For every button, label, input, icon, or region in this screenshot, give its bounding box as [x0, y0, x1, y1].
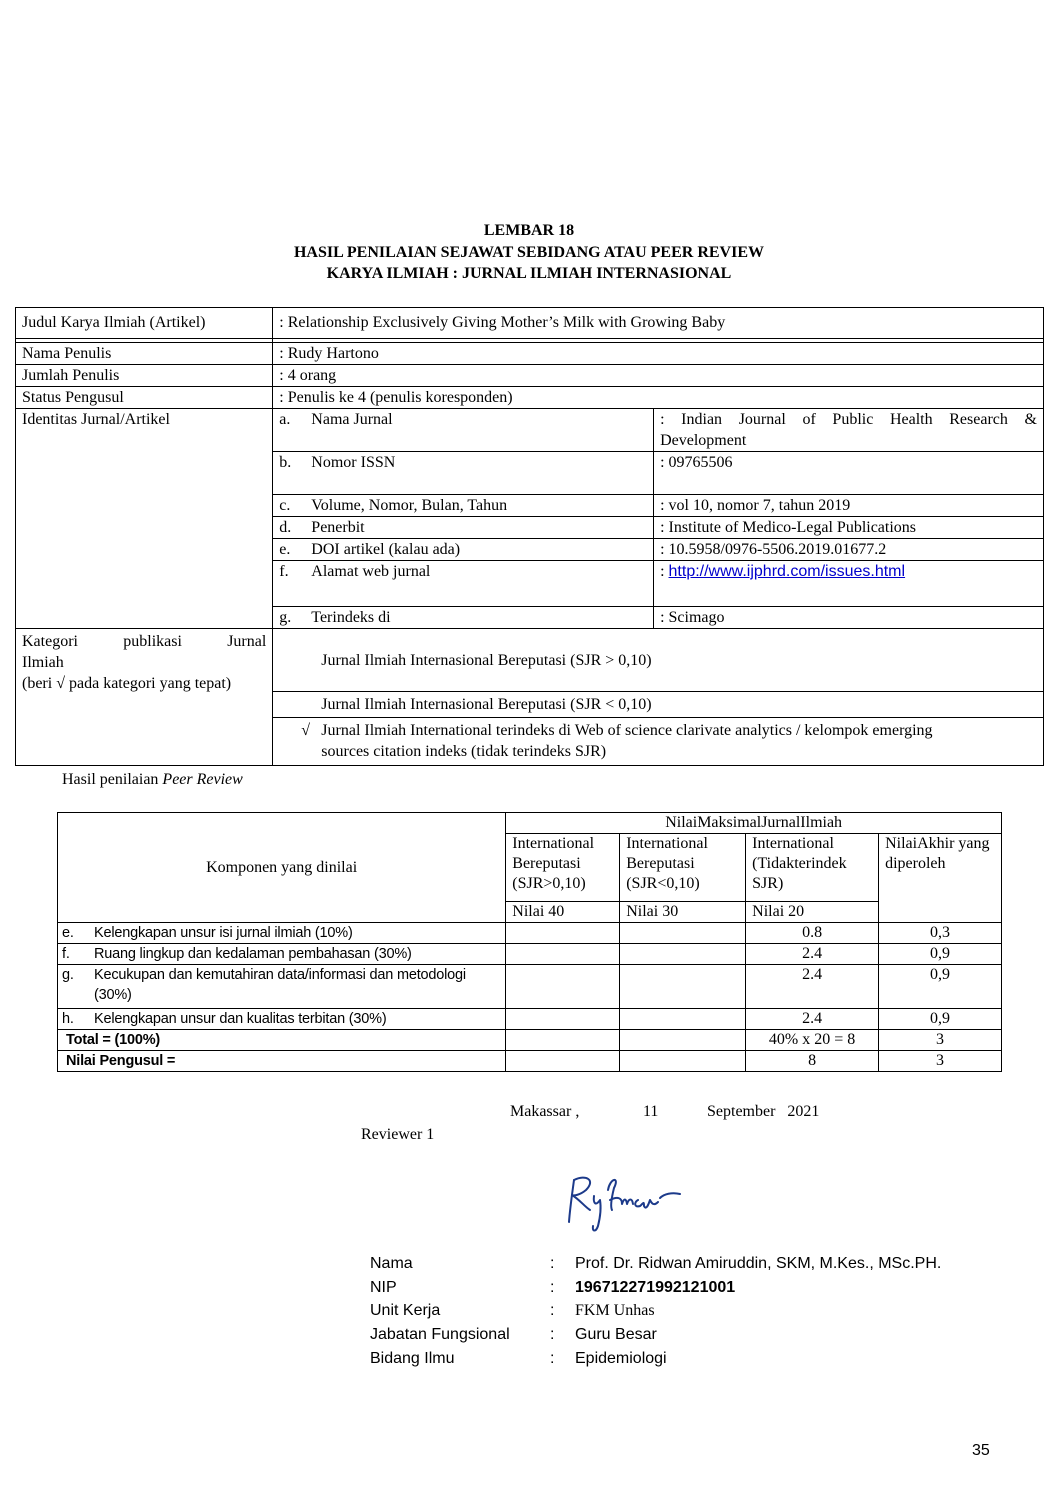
kategori-option-3: √ Jurnal Ilmiah International terindeks di Web of science clarivate analytics / kelompok emerging sources citation indeks (tidak terindeks SJR) — [273, 718, 1044, 766]
sheet-number: LEMBAR 18 — [483, 222, 575, 239]
judul-label: Judul Karya Ilmiah (Artikel) — [16, 308, 273, 339]
nilai-30: Nilai 30 — [620, 902, 746, 923]
col-header-sjr-above: International Bereputasi (SJR>0,10) — [506, 834, 620, 902]
nilai-pengusul-row: Nilai Pengusul = 8 3 — [58, 1051, 1002, 1072]
identitas-item: e. DOI artikel (kalau ada) — [273, 539, 654, 561]
check-mark: √ — [301, 722, 311, 739]
table-row: e. Kelengkapan unsur isi jurnal ilmiah (10%) 0.8 0,3 — [58, 923, 1002, 944]
identitas-item: f. Alamat web jurnal — [273, 561, 654, 607]
signature-image — [560, 1170, 695, 1240]
identitas-label: Identitas Jurnal/Artikel — [16, 409, 273, 629]
nama-jurnal-value: : Indian Journal of Public Health Research & Development — [654, 409, 1044, 452]
kategori-label: Kategori publikasi Jurnal Ilmiah (beri √ pada kategori yang tepat) — [16, 629, 273, 766]
komponen-header: Komponen yang dinilai — [58, 813, 506, 923]
jumlah-penulis-value: : 4 orang — [273, 365, 1044, 387]
jumlah-penulis-label: Jumlah Penulis — [16, 365, 273, 387]
sign-month-year: September 2021 — [707, 1103, 820, 1120]
sign-day: 11 — [643, 1103, 659, 1120]
table-row: f. Ruang lingkup dan kedalaman pembahasan (30%) 2.4 0,9 — [58, 944, 1002, 965]
table-row: g. Kecukupan dan kemutahiran data/informasi dan metodologi (30%) 2.4 0,9 — [58, 965, 1002, 1009]
page-number: 35 — [972, 1442, 990, 1459]
issn-value: : 09765506 — [654, 452, 1044, 495]
judul-value: : Relationship Exclusively Giving Mother’s Milk with Growing Baby — [273, 308, 1044, 339]
volume-value: : vol 10, nomor 7, tahun 2019 — [654, 495, 1044, 517]
identitas-item: a. Nama Jurnal — [273, 409, 654, 452]
article-info-table — [15, 307, 1044, 766]
status-pengusul-label: Status Pengusul — [16, 387, 273, 409]
nama-penulis-value: : Rudy Hartono — [273, 343, 1044, 365]
journal-web-link[interactable]: http://www.ijphrd.com/issues.html — [668, 563, 906, 580]
identitas-item: b. Nomor ISSN — [273, 452, 654, 495]
doi-value: : 10.5958/0976-5506.2019.01677.2 — [654, 539, 1044, 561]
web-jurnal-value: : http://www.ijphrd.com/issues.html — [654, 561, 1044, 607]
nilai-40: Nilai 40 — [506, 902, 620, 923]
identitas-item: d. Penerbit — [273, 517, 654, 539]
review-score-table — [57, 812, 1002, 1072]
col-header-sjr-below: International Bereputasi (SJR<0,10) — [620, 834, 746, 902]
page-title: HASIL PENILAIAN SEJAWAT SEBIDANG ATAU PEER REVIEW — [293, 244, 765, 261]
nama-penulis-label: Nama Penulis — [16, 343, 273, 365]
col-header-nilai-akhir: NilaiAkhir yang diperoleh — [879, 834, 1002, 923]
status-pengusul-value: : Penulis ke 4 (penulis koresponden) — [273, 387, 1044, 409]
reviewer-label: Reviewer 1 — [361, 1126, 435, 1143]
nilai-20: Nilai 20 — [746, 902, 879, 923]
kategori-option-2: Jurnal Ilmiah Internasional Bereputasi (SJR < 0,10) — [273, 692, 1044, 718]
nilai-maksimal-header: NilaiMaksimalJurnalIlmiah — [506, 813, 1002, 834]
identitas-item: c. Volume, Nomor, Bulan, Tahun — [273, 495, 654, 517]
terindeks-value: : Scimago — [654, 607, 1044, 629]
page-subtitle: KARYA ILMIAH : JURNAL ILMIAH INTERNASIONAL — [326, 265, 732, 282]
kategori-option-1: Jurnal Ilmiah Internasional Bereputasi (SJR > 0,10) — [273, 629, 1044, 692]
hasil-penilaian-label: Hasil penilaian Peer Review — [62, 771, 243, 788]
total-row: Total = (100%) 40% x 20 = 8 3 — [58, 1030, 1002, 1051]
identitas-item: g. Terindeks di — [273, 607, 654, 629]
sign-place: Makassar , — [510, 1103, 580, 1120]
col-header-tidak-terindeks: International (Tidakterindek SJR) — [746, 834, 879, 902]
penerbit-value: : Institute of Medico-Legal Publications — [654, 517, 1044, 539]
table-row: h. Kelengkapan unsur dan kualitas terbitan (30%) 2.4 0,9 — [58, 1009, 1002, 1030]
